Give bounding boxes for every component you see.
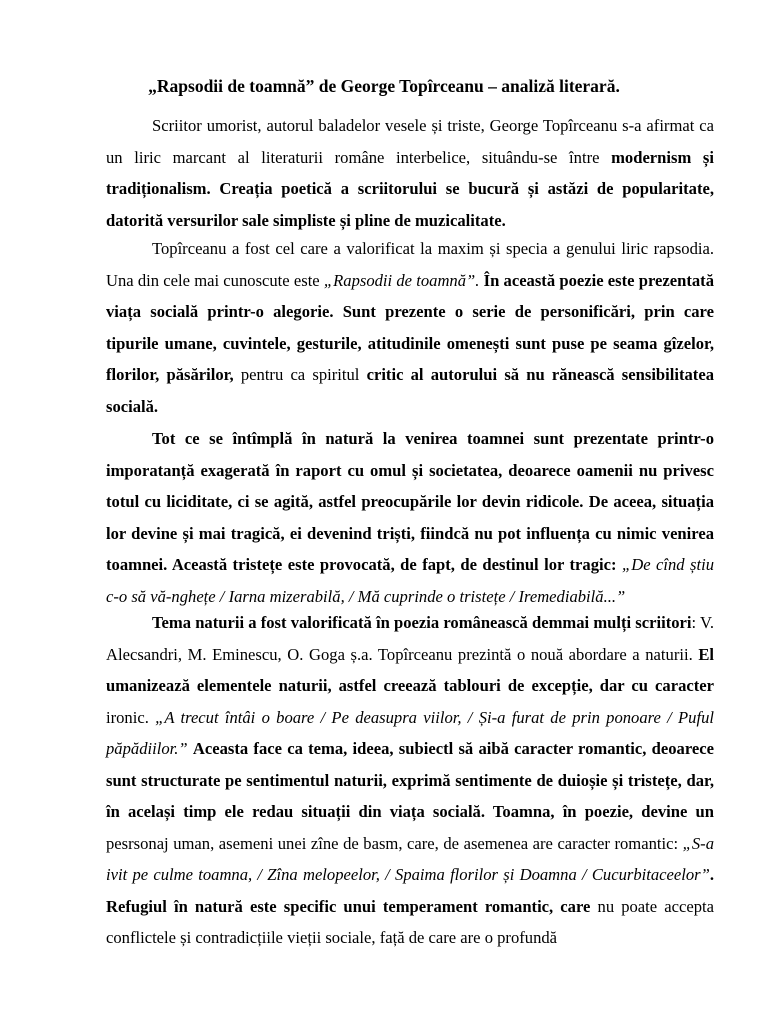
- paragraph-2: [106, 233, 714, 422]
- paragraph-4-text-f: pesrsonaj uman, asemeni unei zîne de basm, care, de asemenea are caracter romantic:: [106, 833, 683, 853]
- paragraph-4-quote-1: „A trecut întâi o boare / Pe deasupra viilor, / Și-a furat de prin ponoare / Puful păpădiilor.”: [106, 707, 714, 758]
- paragraph-4-text-d: ironic.: [106, 707, 156, 727]
- paragraph-4-text-a: Tema naturii a fost valorificată în poezia românească demmai mulți scriitori: [152, 613, 692, 632]
- paragraph-1-text-b: modernism și tradiționalism. Creația poetică a scriitorului se bucură și astăzi de popularitate, datorită versurilor sale simpliste și pline de muzicalitate.: [106, 147, 714, 230]
- paragraph-2-quote: „Rapsodii de toamnă”.: [323, 270, 480, 290]
- paragraph-2-text-c: pentru ca spiritul: [233, 365, 367, 384]
- paragraph-1: [106, 110, 714, 236]
- paragraph-4-text-e: Aceasta face ca tema, ideea, subiectl să aibă caracter romantic, deoarece sunt structurate pe sentimentul naturii, exprimă sentimente de duioșie și tristețe, dar, în același timp ele redau situații din viața socială. Toamna, în poezie, devine un: [106, 739, 714, 821]
- paragraph-1-text-a: Scriitor umorist, autorul baladelor vesele și triste, George Topîrceanu s-a afirmat ca un liric marcant al literaturii române interbelice, situându-se între: [106, 116, 714, 167]
- paragraph-3: [106, 423, 714, 612]
- paragraph-2-text-a: Topîrceanu a fost cel care a valorificat la maxim și specia a genului liric rapsodia. Una din cele mai cunoscute este: [106, 239, 714, 290]
- paragraph-4: [106, 607, 714, 954]
- paragraph-4-text-h: nu poate accepta conflictele și contradicțiile vieții sociale, față de care are o profundă: [106, 896, 714, 947]
- paragraph-2-text-b: În această poezie este prezentată viața socială printr-o alegorie. Sunt prezente o serie de personificări, prin care tipurile umane, cuvintele, gesturile, atitudinile omenești sunt puse pe seama gîzelor, florilor, păsărilor,: [106, 270, 714, 384]
- paragraph-4-text-g: . Refugiul în natură este specific unui temperament romantic, care: [106, 865, 714, 916]
- paragraph-3-text: Tot ce se întîmplă în natură la venirea toamnei sunt prezentate printr-o imporatanță exagerată în raport cu omul și societatea, deoarece oamenii nu privesc totul cu liciditate, ci se agită, astfel preocupările lor devin ridicole. De aceea, situația lor devine și mai tragică, ei devenind triști, fiindcă nu pot influența cu nimic venirea toamnei. Această tristețe este provocată, de fapt, de destinul lor tragic:: [106, 429, 714, 574]
- paragraph-4-text-c: El umanizează elementele naturii, astfel creează tablouri de excepție, dar cu caracter: [106, 644, 714, 695]
- document-title: „Rapsodii de toamnă” de George Topîrceanu – analiză literară.: [148, 76, 620, 96]
- paragraph-4-text-b: : V. Alecsandri, M. Eminescu, O. Goga ș.a. Topîrceanu prezintă o nouă abordare a naturii.: [106, 613, 714, 664]
- paragraph-4-quote-2: „S-a ivit pe culme toamna, / Zîna melopeelor, / Spaima florilor și Doamna / Cucurbitaceelor”: [106, 833, 714, 884]
- paragraph-3-quote: „De cînd știu c-o să vă-nghețe / Iarna mizerabilă, / Mă cuprinde o tristețe / Iremediabilă...”: [106, 555, 714, 606]
- paragraph-2-text-d: critic al autorului să nu rănească sensibilitatea socială.: [106, 365, 714, 416]
